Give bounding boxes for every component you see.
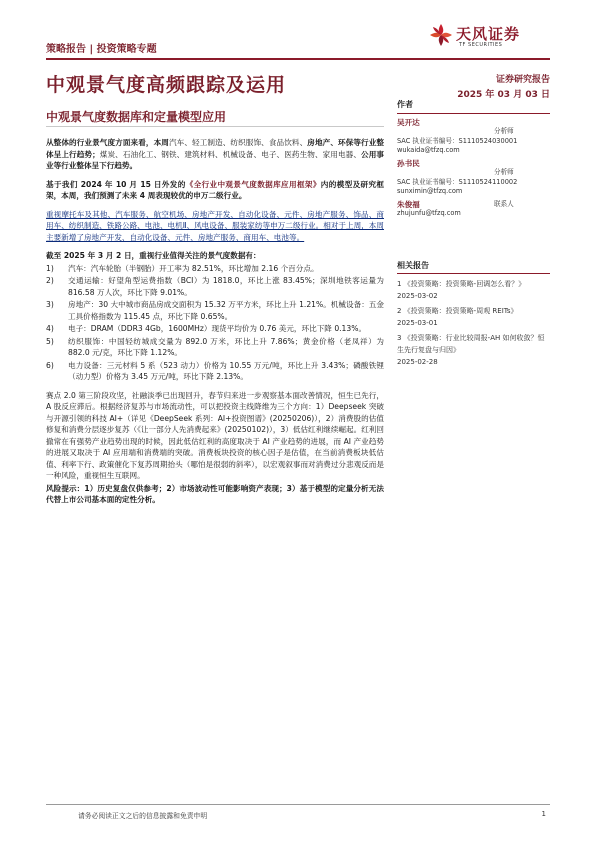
- strategy-paragraph: 赛点 2.0 第三阶段攻坚，社融淡季已出现回升，春节归来进一步观察基本面改善情况，恒生已先行，A 股反应滞后。根据经济复苏与市场流动性，可以把投资主线降维为三个方向：1）Deepseek 突破与开源引领的科技 AI+（详见《DeepSeek 系列：AI+投资图谱》(20250206)），2）消费股的估值修复和消费分层逐步复苏（《让一部分人先消费起来》(20250102)），3）低估红利继续崛起。红利回撤常在有强势产业趋势出现的时候，因此低估红利的高度取决于 AI 产业趋势的进展，而 AI 产业趋势的进展又取决于 AI 应用端和消费端的突破。消费板块投资的核心因子是估值，在当前消费板块低估值、利率下行、政策催化下复苏周期抬头（哪怕是很弱的斜率），以宏观叙事而对消费过分悲观反而是一种风险，重视恒生互联网。: [46, 390, 384, 480]
- author-email[interactable]: wukaida@tfzq.com: [397, 146, 460, 154]
- related-report-date: 2025-03-01: [397, 319, 438, 327]
- author-name: 朱俊福: [397, 199, 420, 209]
- indicators-lead-text: 截至 2025 年 3 月 2 日，重视行业值得关注的景气度数据有：: [46, 251, 261, 260]
- page-subtitle: 中观景气度数据库和定量模型应用: [46, 110, 227, 124]
- related-report-title: 2 《投资策略：投资策略-周观 REITs》: [397, 307, 518, 315]
- author-card: [397, 200, 550, 219]
- model-forecast: 内的模型及研究框架，本周，我们预测了未来 4 周表现较优的申万二级行业。: [46, 179, 384, 200]
- report-series: 策略报告 | 投资策略专题: [46, 44, 157, 55]
- list-text: 房地产：30 大中城市商品房成交面积为 15.32 万平方米，环比上升 1.21%。机械设备：五金工具价格指数为 115.45 点，环比下降 0.65%。: [68, 300, 384, 321]
- author-role: 分析师: [494, 168, 514, 176]
- subtitle-rule: [46, 126, 384, 127]
- list-text: 纺织服饰：中国轻纺城成交量为 892.0 万米，环比上升 7.86%；黄金价格（老凤祥）为 882.0 元/克，环比下降 1.12%。: [68, 336, 384, 357]
- summary-up-trend: 房地产、环保等行业整体呈上行趋势；: [46, 138, 385, 159]
- authors-heading: 作者: [397, 100, 550, 114]
- risk-warning: 风险提示：1）历史复盘仅供参考；2）市场波动性可能影响资产表现；3）基于模型的定量分析无法代替上市公司基本面的定性分析。: [46, 483, 384, 504]
- list-number: 3): [46, 300, 54, 309]
- author-card: [397, 159, 550, 197]
- related-report-date: 2025-03-02: [397, 292, 438, 300]
- list-text: 电子：DRAM（DDR3 4Gb，1600MHz）现货平均价为 0.76 美元，环比下降 0.13%。: [68, 324, 367, 333]
- header-rule: [46, 58, 550, 60]
- author-email[interactable]: zhujunfu@tfzq.com: [397, 209, 461, 217]
- author-card: [397, 118, 550, 156]
- list-item: [46, 263, 384, 275]
- tf-securities-logo-icon: [428, 22, 454, 48]
- page-number: 1: [541, 810, 546, 818]
- summary-up-list: 汽车、轻工制造、纺织服饰、食品饮料、: [168, 138, 308, 147]
- summary-down-trend: 公用事业等行业整体呈下行趋势。: [46, 149, 385, 170]
- related-report-date: 2025-02-28: [397, 358, 438, 366]
- list-text: 交通运输：好望角型运费指数（BCI）为 1818.0，环比上涨 83.45%；深圳地铁客运量为 816.58 万人次，环比下降 9.01%。: [68, 276, 384, 297]
- author-role: 联系人: [494, 199, 514, 208]
- summary-lead: 从整体的行业景气度方面来看，本周: [46, 138, 169, 147]
- list-number: 6): [46, 360, 54, 370]
- framework-report-link[interactable]: 《全行业中观景气度数据库应用框架》: [185, 179, 321, 189]
- summary-down-list: 煤炭、石油化工、钢铁、建筑材料、机械设备、电子、医药生物、家用电器、: [99, 149, 362, 159]
- report-type: 证券研究报告: [495, 75, 550, 85]
- related-report[interactable]: [397, 332, 550, 368]
- model-paragraph: [46, 179, 384, 202]
- model-lead: 基于我们 2024 年 10 月 15 日外发的: [46, 179, 186, 189]
- list-number: 2): [46, 276, 54, 285]
- sidebar: [397, 100, 550, 371]
- related-report-title: 1 《投资策略：投资策略-回调怎么看？》: [397, 280, 526, 288]
- list-item: [46, 275, 384, 298]
- footer-rule: [46, 804, 550, 805]
- logo-english-name: TF SECURITIES: [459, 42, 503, 48]
- author-name: 孙书民: [397, 158, 420, 168]
- page-title: 中观景气度高频跟踪及运用: [46, 74, 287, 96]
- author-cert: SAC 执业证书编号：S1110524110002: [397, 177, 518, 186]
- list-item: [46, 323, 384, 335]
- list-text: 汽车：汽车轮胎（半钢胎）开工率为 82.51%，环比增加 2.16 个百分点。: [68, 263, 319, 273]
- industries-paragraph: 重视摩托车及其他、汽车服务、航空机场、房地产开发、自动化设备、元件、房地产服务、饰品、商用车、纺织制造、铁路公路、电池、电机Ⅱ、风电设备、服装家纺等申万二级行业。相对于上周，本周主要新增了房地产开发、自动化设备、元件、房地产服务、商用车、电池等。: [46, 209, 384, 242]
- footer-disclaimer: 请务必阅读正文之后的信息披露和免责申明: [78, 812, 208, 820]
- related-report-title: 3 《投资策略：行业比较周报-AH 如何收敛？恒生先行复盘与归因》: [397, 334, 545, 354]
- related-reports-heading: 相关报告: [397, 261, 550, 275]
- list-item: [46, 336, 384, 359]
- related-report[interactable]: [397, 278, 550, 302]
- related-report[interactable]: [397, 305, 550, 329]
- author-name: 吴开达: [397, 117, 420, 127]
- list-number: 1): [46, 263, 54, 273]
- main-content: [46, 137, 384, 513]
- tf-securities-logo: [428, 20, 558, 50]
- report-date: 2025 年 03 月 03 日: [457, 90, 550, 100]
- summary-paragraph: [46, 137, 384, 172]
- indicator-list: [46, 263, 384, 383]
- author-email[interactable]: sunximin@tfzq.com: [397, 187, 463, 195]
- list-text: 电力设备：三元材料 5 系（523 动力）价格为 10.55 万元/吨，环比上升 3.43%；磷酸铁锂（动力型）价格为 3.45 万元/吨，环比下降 2.13%。: [68, 360, 384, 381]
- list-number: 4): [46, 324, 54, 333]
- author-cert: SAC 执业证书编号：S1110524030001: [397, 136, 518, 145]
- indicators-lead: [46, 250, 384, 262]
- list-number: 5): [46, 336, 54, 346]
- list-item: [46, 360, 384, 383]
- author-role: 分析师: [494, 127, 514, 135]
- list-item: [46, 299, 384, 322]
- logo-chinese-name: 天风证券: [456, 25, 521, 43]
